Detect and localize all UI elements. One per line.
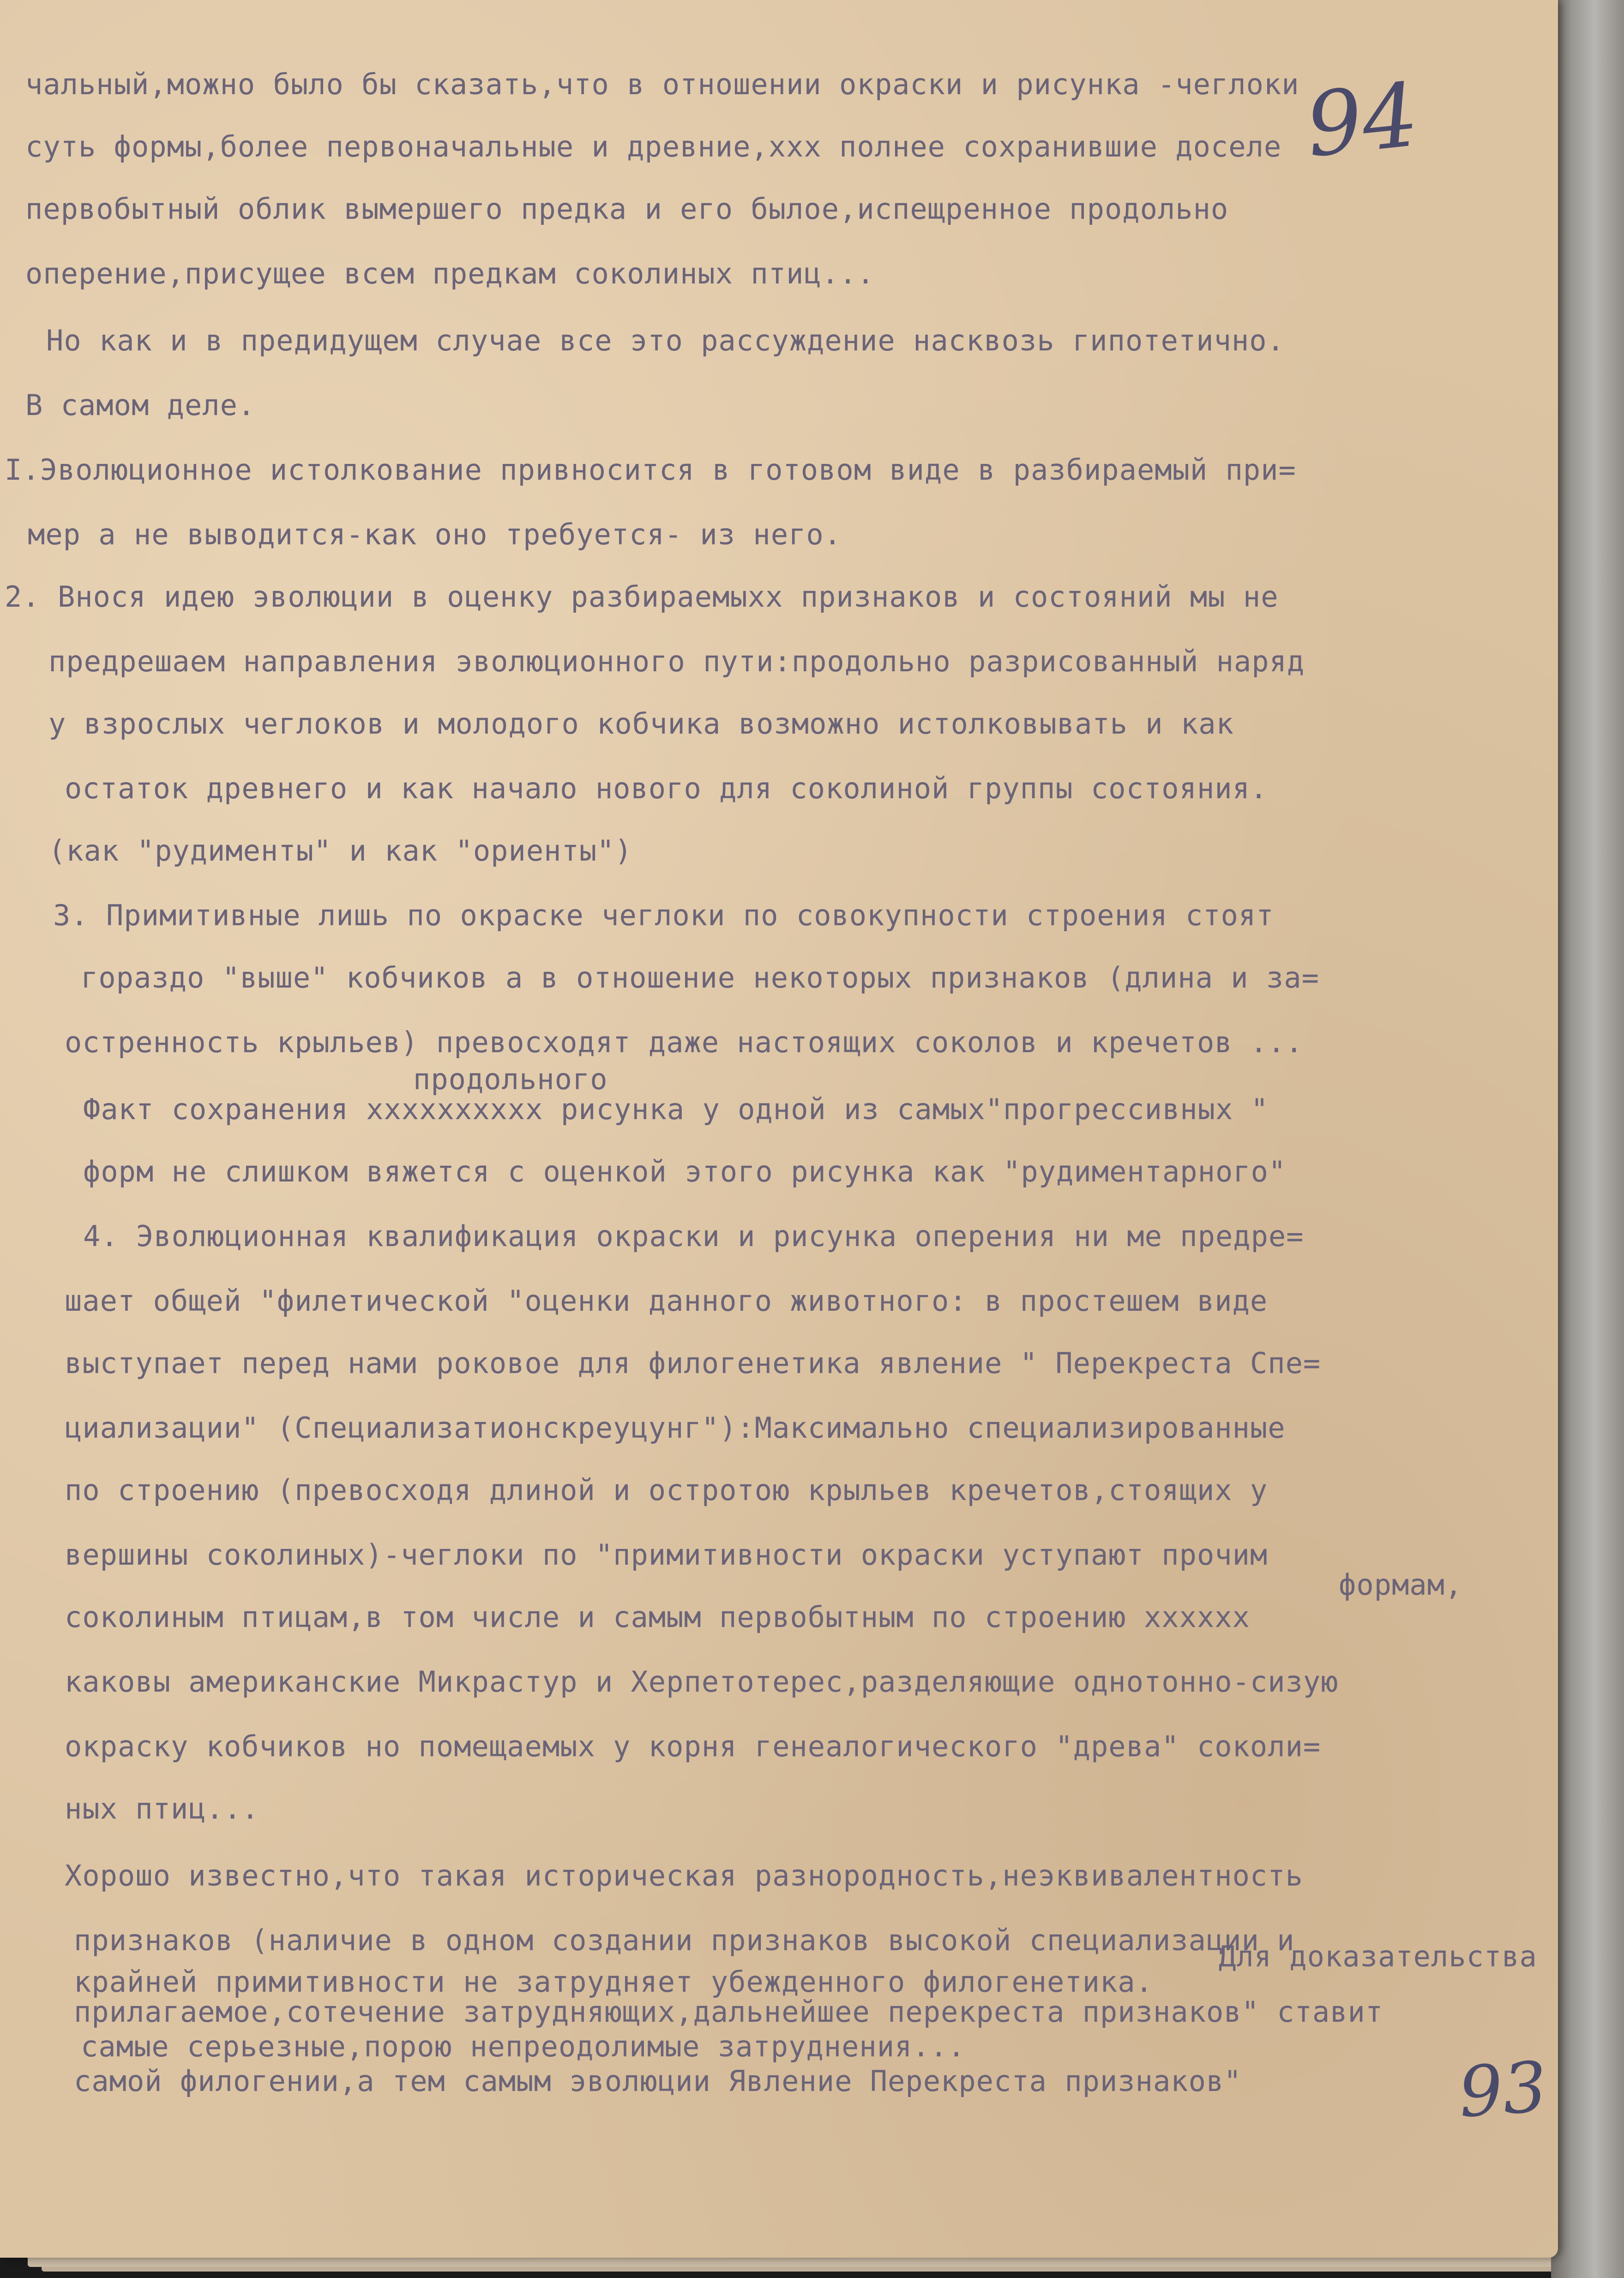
text-line: 2. Внося идею эволюции в оценку разбираемыхх признаков и состояний мы не (5, 580, 1279, 614)
text-line: первобытный облик вымершего предка и его былое,испещренное продольно (25, 192, 1229, 226)
text-line: самые серьезные,порою непреодолимые затруднения... (81, 2030, 966, 2063)
text-line: форм не слишком вяжется с оценкой этого рисунка как "рудиментарного" (83, 1155, 1287, 1188)
text-line: предрешаем направления эволюционного пути:продольно разрисованный наряд (48, 645, 1305, 678)
text-line: остренность крыльев) превосходят даже настоящих соколов и кречетов ... (65, 1025, 1303, 1059)
text-line: по строению (превосходя длиной и остротою крыльев кречетов,стоящих у (65, 1473, 1268, 1507)
text-line: циализации" (Специализатионскреуцунг"):Максимально специализированные (65, 1411, 1286, 1445)
text-line: (как "рудименты" и как "ориенты") (48, 834, 632, 868)
text-line: мер а не выводится-как оно требуется- из него. (28, 518, 842, 551)
text-line: соколиным птицам,в том числе и самым первобытным по строению хххххх (65, 1600, 1250, 1634)
text-line: оперение,присущее всем предкам соколиных птиц... (25, 257, 875, 290)
folio-number-bottom: 93 (1456, 2047, 1550, 2133)
text-line: прилагаемое,сотечение затрудняющих,дальнейшее перекреста признаков" ставит (74, 1995, 1383, 2029)
text-line: шает общей "филетической "оценки данного животного: в простешем виде (65, 1284, 1268, 1318)
text-line: суть формы,более первоначальные и древние,ххх полнее сохранившие доселе (25, 130, 1282, 163)
text-line: 3. Примитивные лишь по окраске чеглоки по совокупности строения стоят (53, 898, 1274, 932)
text-line: I.Эволюционное истолкование привносится в готовом виде в разбираемый при= (5, 453, 1296, 487)
text-line: В самом деле. (25, 388, 256, 422)
text-line: остаток древнего и как начало нового для соколиной группы состояния. (65, 771, 1268, 805)
text-line: гораздо "выше" кобчиков а в отношение некоторых признаков (длина и за= (81, 961, 1319, 994)
binder-edge (1551, 0, 1624, 2278)
text-line: выступает перед нами роковое для филогенетика явление " Перекреста Спе= (65, 1346, 1321, 1380)
text-line: крайней примитивности не затрудняет убежденного филогенетика. (74, 1965, 1153, 1999)
text-line: у взрослых чеглоков и молодого кобчика возможно истолковывать и как (48, 707, 1234, 741)
text-line: признаков (наличие в одном создании признаков высокой специализации и (74, 1923, 1295, 1957)
text-line: Для доказательства (1219, 1940, 1537, 1973)
text-line: продольного (413, 1062, 608, 1096)
text-line: формам, (1339, 1568, 1463, 1602)
text-line: каковы американские Микрастур и Херпетотерес,разделяющие однотонно-сизую (65, 1665, 1339, 1699)
text-line: 4. Эволюционная квалификация окраски и рисунка оперения ни ме предре= (83, 1219, 1304, 1253)
text-line: окраску кобчиков но помещаемых у корня генеалогического "древа" соколи= (65, 1730, 1321, 1763)
text-line: Но как и в предидущем случае все это рассуждение насквозь гипотетично. (46, 324, 1285, 357)
text-line: ных птиц... (65, 1792, 259, 1826)
text-line: Факт сохранения хххххххххх рисунка у одной из самых"прогрессивных " (83, 1092, 1269, 1126)
text-line: Хорошо известно,что такая историческая разнородность,неэквивалентность (65, 1859, 1303, 1892)
text-line: вершины соколиных)-чеглоки по "примитивности окраски уступают прочим (65, 1538, 1268, 1572)
folio-number-top: 94 (1301, 63, 1423, 177)
text-line: самой филогении,а тем самым эволюции Явление Перекреста признаков" (74, 2064, 1242, 2098)
text-line: чальный,можно было бы сказать,что в отношении окраски и рисунка -чеглоки (25, 67, 1299, 101)
